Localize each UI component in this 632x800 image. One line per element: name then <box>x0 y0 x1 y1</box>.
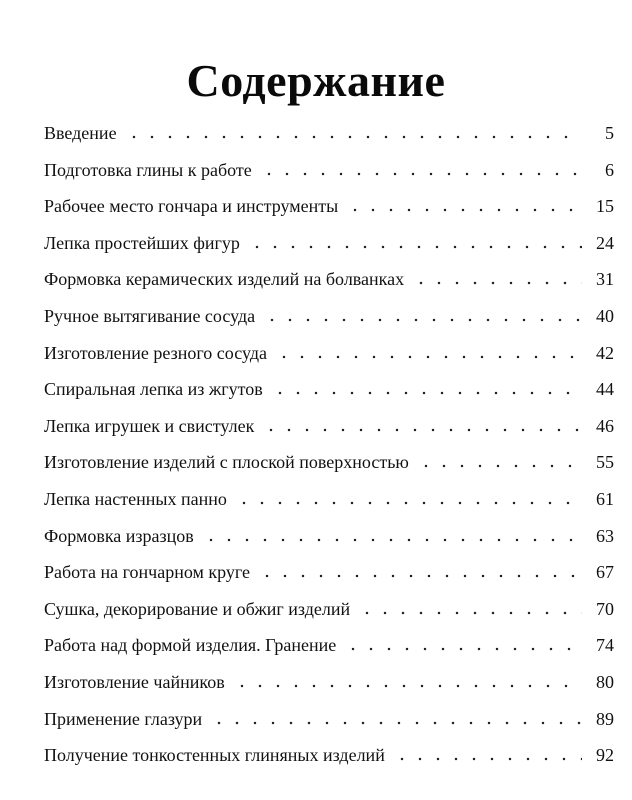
toc-entry <box>44 744 614 781</box>
toc-entry-title: Сушка, декорирование и обжиг изделий <box>44 598 351 619</box>
toc-page-number: 74 <box>596 635 614 656</box>
toc-page-number: 31 <box>596 269 614 290</box>
toc-page-number: 61 <box>596 488 614 509</box>
toc-entry <box>44 451 614 488</box>
dot-leader <box>260 172 582 176</box>
toc-entry <box>44 525 614 562</box>
toc-page-number: 6 <box>605 159 614 180</box>
toc-entry-title: Работа на гончарном круге <box>44 562 251 583</box>
toc-entry-title: Введение <box>44 123 117 143</box>
toc-page-number: 55 <box>596 452 614 473</box>
toc-page-number: 15 <box>596 196 614 217</box>
toc-entry <box>44 268 614 305</box>
dot-leader <box>262 428 582 432</box>
toc-entry <box>44 122 614 159</box>
toc-page-number: 42 <box>596 342 614 363</box>
dot-leader <box>202 538 582 542</box>
dot-leader <box>344 647 582 651</box>
toc-entry-title: Изготовление чайников <box>44 671 225 692</box>
toc-page-number: 24 <box>596 232 614 253</box>
toc-entry <box>44 561 614 598</box>
toc-entry-title: Лепка игрушек и свистулек <box>44 415 255 436</box>
toc-entry-title: Ручное вытягивание сосуда <box>44 305 256 326</box>
toc-entry <box>44 342 614 379</box>
toc-entry <box>44 708 614 745</box>
toc-entry <box>44 305 614 342</box>
toc-entry-title: Лепка настенных панно <box>44 488 227 509</box>
toc-page-number: 44 <box>596 379 614 400</box>
toc-entry-title: Лепка простейших фигур <box>44 232 240 253</box>
dot-leader <box>417 464 582 468</box>
toc-page-number: 67 <box>596 562 614 583</box>
toc-entry <box>44 378 614 415</box>
toc-entry-title: Формовка изразцов <box>44 525 194 546</box>
toc-page-number: 89 <box>596 708 614 729</box>
toc-entry <box>44 232 614 269</box>
dot-leader <box>412 281 582 285</box>
toc-page-number: 5 <box>605 123 614 143</box>
dot-leader <box>258 574 582 578</box>
toc-entry-title: Подготовка глины к работе <box>44 159 252 180</box>
dot-leader <box>210 721 582 725</box>
toc-entry-title: Получение тонкостенных глиняных изделий <box>44 745 385 766</box>
dot-leader <box>393 757 582 761</box>
dot-leader <box>358 611 582 615</box>
toc-page-number: 40 <box>596 305 614 326</box>
toc-page-number: 80 <box>596 671 614 692</box>
dot-leader <box>248 245 582 249</box>
dot-leader <box>275 355 582 359</box>
toc-entry-title: Формовка керамических изделий на болванках <box>44 269 405 290</box>
table-of-contents <box>44 122 614 781</box>
toc-page-number: 46 <box>596 415 614 436</box>
toc-entry <box>44 488 614 525</box>
dot-leader <box>233 684 582 688</box>
toc-entry-title: Работа над формой изделия. Гранение <box>44 635 337 656</box>
toc-entry-title: Изготовление изделий с плоской поверхностью <box>44 452 409 473</box>
toc-entry <box>44 195 614 232</box>
toc-entry <box>44 415 614 452</box>
dot-leader <box>263 318 582 322</box>
toc-entry-title: Рабочее место гончара и инструменты <box>44 196 339 217</box>
toc-page-number: 63 <box>596 525 614 546</box>
page-title: Содержание <box>186 54 446 106</box>
toc-page-number: 70 <box>596 598 614 619</box>
dot-leader <box>271 391 582 395</box>
toc-entry-title: Изготовление резного сосуда <box>44 342 268 363</box>
toc-entry <box>44 159 614 196</box>
toc-entry <box>44 634 614 671</box>
toc-entry <box>44 671 614 708</box>
dot-leader <box>235 501 582 505</box>
toc-entry <box>44 598 614 635</box>
toc-entry-title: Применение глазури <box>44 708 203 729</box>
toc-page-number: 92 <box>596 745 614 766</box>
toc-entry-title: Спиральная лепка из жгутов <box>44 379 263 400</box>
dot-leader <box>346 208 582 212</box>
dot-leader <box>125 135 582 139</box>
